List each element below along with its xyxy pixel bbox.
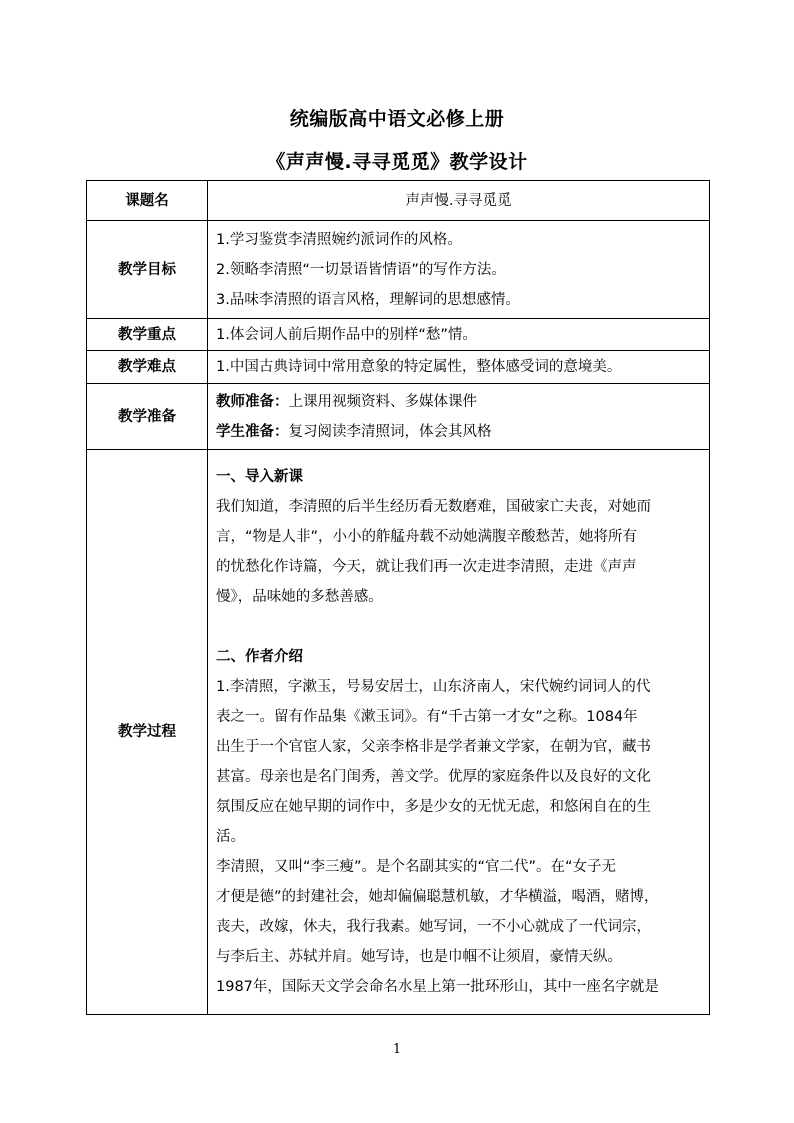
document-title: 统编版高中语文必修上册 (289, 108, 505, 130)
paragraph-line: 活。 (216, 829, 245, 845)
paragraph-line: 1.李清照，字漱玉，号易安居士，山东济南人，宋代婉约词词人的代 (216, 679, 651, 695)
goal-item: 3.品味李清照的语言风格，理解词的思想感情。 (216, 291, 520, 308)
teacher-prep-text: 上课用视频资料、多媒体课件 (288, 393, 477, 410)
goal-item: 2.领略李清照“一切景语皆情语”的写作方法。 (216, 261, 506, 278)
paragraph-line: 我们知道，李清照的后半生经历看无数磨难，国破家亡夫丧，对她而 (216, 499, 651, 515)
paragraph-line: 丧夫，改嫁，休夫，我行我素。她写词，一不小心就成了一代词宗， (216, 919, 651, 935)
topic-value: 声声慢.寻寻觅觅 (208, 181, 710, 221)
section-heading: 一、导入新课 (216, 469, 303, 485)
paragraph-line: 言，“物是人非”，小小的舴艋舟载不动她满腹辛酸愁苦，她将所有 (216, 529, 638, 545)
difficulty-label: 教学难点 (87, 351, 208, 384)
paragraph-line: 氛围反应在她早期的词作中，多是少女的无忧无虑，和悠闲自在的生 (216, 799, 651, 815)
page-number: 1 (392, 1042, 402, 1057)
difficulty-value: 1.中国古典诗词中常用意象的特定属性，整体感受词的意境美。 (208, 351, 710, 384)
table-row-process (87, 450, 710, 1015)
section-heading: 二、作者介绍 (216, 649, 303, 665)
paragraph-line: 李清照，又叫“李三瘦”。是个名副其实的“官二代”。在“女子无 (216, 859, 617, 875)
student-prep-line (216, 417, 701, 447)
goal-item: 1.学习鉴赏李清照婉约派词作的风格。 (216, 231, 462, 248)
table-row-preparation (87, 384, 710, 450)
process-cell (208, 450, 710, 1015)
table-row-key-point (87, 319, 710, 351)
paragraph-line: 与李后主、苏轼并肩。她写诗，也是巾帼不让须眉，豪情天纵。 (216, 949, 622, 965)
table-row-difficulty (87, 351, 710, 384)
student-prep-text: 复习阅读李清照词，体会其风格 (288, 423, 492, 440)
paragraph-line: 才便是德”的封建社会，她却偏偏聪慧机敏，才华横溢，喝酒，赌博， (216, 889, 659, 905)
paragraph-line: 的忧愁化作诗篇，今天，就让我们再一次走进李清照，走进《声声 (216, 559, 637, 575)
paragraph-line: 表之一。留有作品集《漱玉词》。有“千古第一才女”之称。1084年 (216, 709, 638, 725)
paragraph-line: 甚富。母亲也是名门闺秀，善文学。优厚的家庭条件以及良好的文化 (216, 769, 651, 785)
key-point-value: 1.体会词人前后期作品中的别样“愁”情。 (208, 319, 710, 351)
teacher-prep-label: 教师准备： (216, 393, 289, 410)
lesson-plan-table (86, 180, 710, 1015)
table-row-goals (87, 221, 710, 319)
blank-line (216, 612, 701, 642)
key-point-label: 教学重点 (87, 319, 208, 351)
preparation-cell (208, 384, 710, 450)
process-label: 教学过程 (87, 450, 208, 1015)
goals-label: 教学目标 (87, 221, 208, 319)
student-prep-label: 学生准备： (216, 423, 289, 440)
goals-cell (208, 221, 710, 319)
paragraph-line: 1987年，国际天文学会命名水星上第一批环形山，其中一座名字就是 (216, 979, 659, 995)
preparation-label: 教学准备 (87, 384, 208, 450)
paragraph-line: 出生于一个官宦人家，父亲李格非是学者兼文学家，在朝为官，藏书 (216, 739, 651, 755)
document-subtitle: 《声声慢.寻寻觅觅》教学设计 (266, 151, 528, 173)
teacher-prep-line (216, 387, 701, 417)
table-row-topic (87, 181, 710, 221)
topic-label: 课题名 (87, 181, 208, 221)
paragraph-line: 慢》，品味她的多愁善感。 (216, 589, 383, 605)
